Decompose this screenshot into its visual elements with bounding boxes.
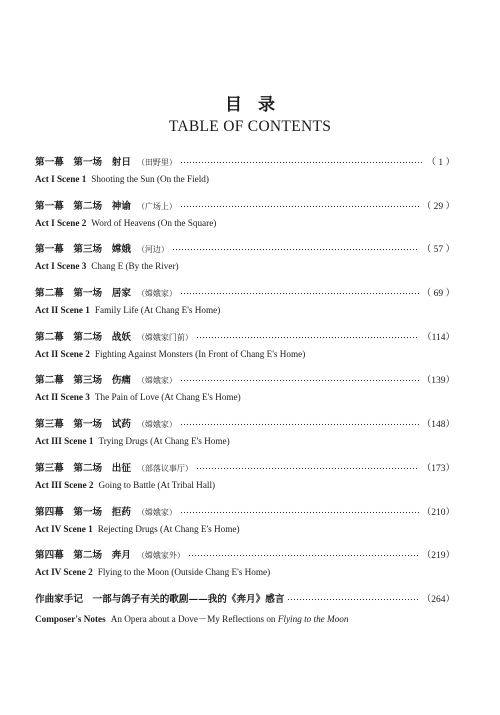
entry-location-cn: （嫦娥家）: [136, 376, 177, 386]
entry-page-number: （148）: [421, 420, 455, 431]
dot-leader: [180, 377, 419, 385]
entry-heading-cn: 第三幕 第二场 出征: [35, 462, 131, 474]
entry-heading-cn: 第二幕 第一场 居家: [35, 288, 131, 300]
entry-title-en: Chang E (By the River): [91, 261, 179, 272]
dot-leader: [188, 552, 419, 560]
entry-page-number: （210）: [421, 507, 455, 518]
entry-location-cn: （嫦娥家）: [136, 507, 177, 517]
entry-heading-cn: 第四幕 第一场 拒药: [35, 506, 131, 518]
entry-location-cn: （田野里）: [136, 158, 177, 167]
toc-entry[interactable]: [35, 285, 455, 329]
entry-page-number: （ 1 ）: [426, 158, 455, 168]
entry-page-number: （173）: [421, 463, 455, 474]
dot-leader: [180, 508, 419, 516]
entry-location-cn: （嫦娥家）: [136, 289, 177, 299]
toc-list: [35, 154, 455, 635]
entry-label-en: Act III Scene 2: [35, 479, 94, 490]
entry-location-cn: （广场上）: [136, 201, 177, 211]
toc-entry[interactable]: [35, 329, 455, 373]
entry-label-en: Act I Scene 2: [35, 217, 87, 228]
entry-page-number: （264）: [421, 594, 455, 605]
entry-label-en: Act IV Scene 1: [35, 523, 93, 534]
entry-title-en-italic: Flying to the Moon: [277, 613, 349, 624]
dot-leader: [180, 421, 419, 429]
toc-entry-composer-notes[interactable]: [35, 591, 455, 635]
entry-title-en: Shooting the Sun (On the Field): [91, 174, 209, 184]
entry-title-en: [111, 614, 349, 624]
entry-label-en: Act I Scene 3: [35, 261, 87, 272]
entry-label-en: Act II Scene 1: [35, 305, 90, 316]
entry-heading-cn: 第四幕 第二场 奔月: [35, 550, 131, 562]
entry-location-cn: （部落议事厅）: [136, 463, 193, 473]
entry-page-number: （ 69 ）: [421, 289, 455, 300]
entry-title-en: Word of Heavens (On the Square): [91, 217, 217, 228]
entry-title-en: Going to Battle (At Tribal Hall): [98, 479, 216, 490]
entry-heading-cn: 第二幕 第三场 伤痛: [35, 375, 131, 387]
entry-heading-cn: 第一幕 第三场 嫦娥: [35, 244, 131, 256]
entry-title-en: Trying Drugs (At Chang E's Home): [98, 436, 230, 447]
dot-leader: [287, 595, 418, 603]
entry-title-en-prefix: An Opera about a Dove－My Reflections on: [110, 613, 276, 624]
entry-heading-cn: 第一幕 第一场 射日: [35, 157, 131, 168]
entry-title-en: Rejecting Drugs (At Chang E's Home): [97, 523, 240, 534]
entry-location-cn: （河边）: [136, 245, 169, 255]
toc-entry[interactable]: [35, 547, 455, 591]
toc-entry[interactable]: [35, 198, 455, 242]
toc-title-chinese: 目录: [225, 95, 291, 115]
dot-leader: [172, 246, 419, 254]
entry-title-en: The Pain of Love (At Chang E's Home): [94, 392, 241, 403]
entry-page-number: （139）: [421, 376, 455, 387]
dot-leader: [196, 464, 419, 472]
entry-title-en: Flying to the Moon (Outside Chang E's Home): [97, 567, 271, 578]
entry-page-number: （ 57 ）: [421, 245, 455, 256]
toc-entry[interactable]: [35, 154, 455, 198]
entry-page-number: （114）: [422, 332, 455, 343]
entry-label-en: Act IV Scene 2: [35, 567, 93, 578]
entry-heading-cn: 作曲家手记 一部与鸽子有关的歌剧——我的《奔月》感言: [35, 593, 285, 605]
dot-leader: [180, 202, 419, 210]
dot-leader: [196, 333, 419, 341]
entry-page-number: （ 29 ）: [421, 201, 455, 212]
entry-location-cn: （嫦娥家）: [136, 420, 177, 430]
entry-location-cn: （嫦娥家门前）: [136, 332, 193, 342]
entry-label-en: Act I Scene 1: [35, 174, 87, 184]
toc-entry[interactable]: [35, 416, 455, 460]
entry-label-en: Act II Scene 2: [35, 348, 90, 359]
toc-title-english: TABLE OF CONTENTS: [168, 118, 332, 135]
entry-label-en: Act III Scene 1: [35, 436, 94, 447]
entry-heading-cn: 第一幕 第二场 神谕: [35, 200, 131, 212]
entry-title-en: Fighting Against Monsters (In Front of Chang E's Home): [94, 348, 306, 359]
dot-leader: [180, 159, 424, 167]
toc-entry[interactable]: [35, 460, 455, 504]
entry-heading-cn: 第二幕 第二场 战妖: [35, 331, 131, 343]
entry-heading-cn: 第三幕 第一场 试药: [35, 419, 131, 431]
entry-page-number: （219）: [421, 551, 455, 562]
toc-entry[interactable]: [35, 504, 455, 548]
dot-leader: [180, 290, 419, 298]
toc-entry[interactable]: [35, 241, 455, 285]
entry-location-cn: （嫦娥家外）: [136, 551, 185, 561]
entry-label-en: Act II Scene 3: [35, 392, 90, 403]
entry-label-en: Composer's Notes: [35, 613, 106, 624]
toc-entry[interactable]: [35, 372, 455, 416]
entry-title-en: Family Life (At Chang E's Home): [94, 305, 221, 316]
